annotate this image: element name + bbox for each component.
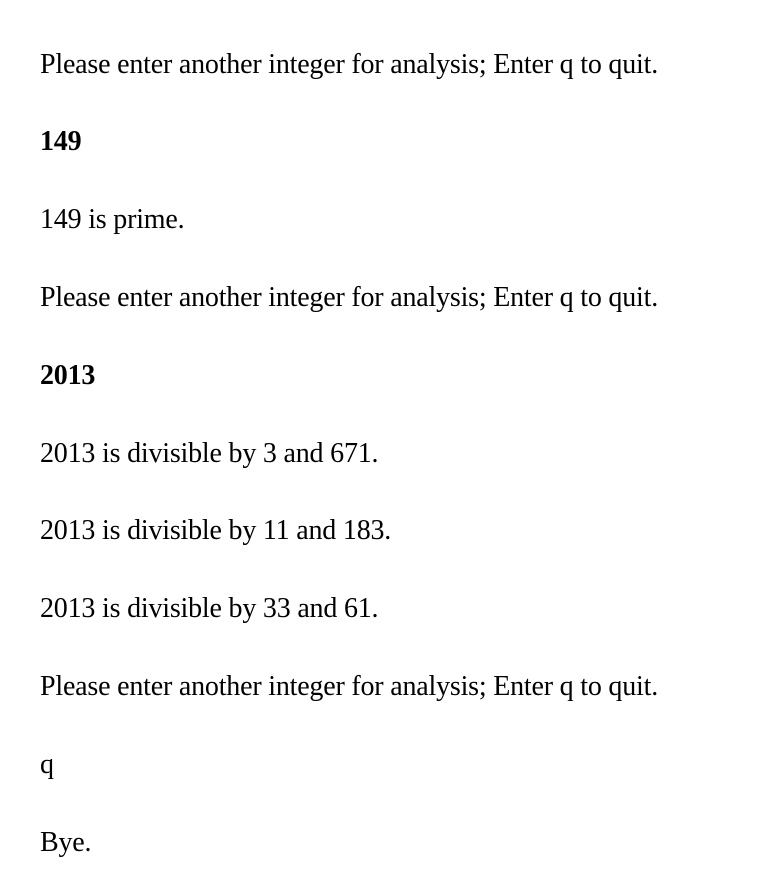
result-line: 2013 is divisible by 33 and 61. bbox=[40, 593, 379, 624]
exit-message-line: Bye. bbox=[40, 827, 92, 858]
user-input-line: q bbox=[40, 749, 54, 780]
prompt-line: Please enter another integer for analysis; Enter q to quit. bbox=[40, 49, 658, 80]
result-line: 149 is prime. bbox=[40, 204, 185, 235]
console-transcript bbox=[40, 0, 758, 870]
prompt-line: Please enter another integer for analysis; Enter q to quit. bbox=[40, 671, 658, 702]
result-line: 2013 is divisible by 3 and 671. bbox=[40, 438, 379, 469]
prompt-line: Please enter another integer for analysis; Enter q to quit. bbox=[40, 282, 658, 313]
result-line: 2013 is divisible by 11 and 183. bbox=[40, 515, 392, 546]
user-input-line: 2013 bbox=[40, 360, 96, 391]
user-input-line: 149 bbox=[40, 126, 82, 157]
